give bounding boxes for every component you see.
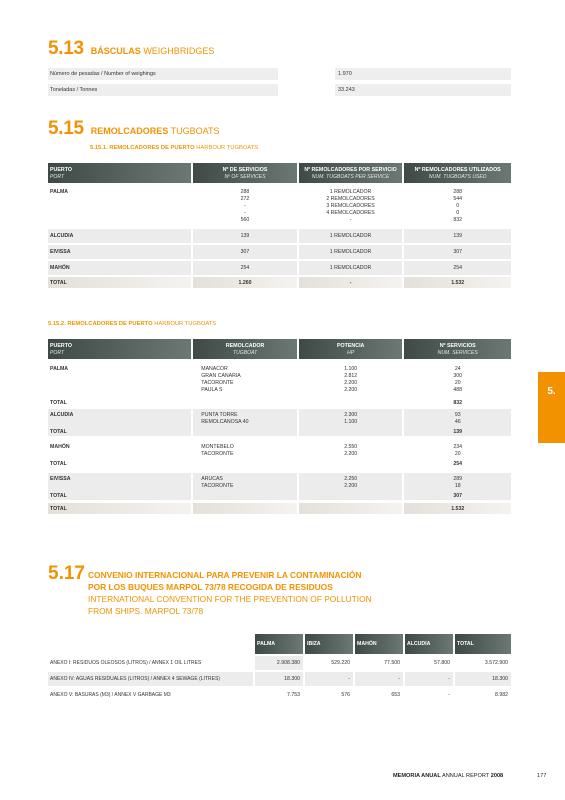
column-header: PALMA	[255, 634, 303, 654]
tugboats-services-table	[46, 163, 513, 288]
section-title-en: TUGBOATS	[170, 126, 220, 136]
subsection-title: 5.15.2. REMOLCADORES DE PUERTO HARBOUR TUGBOATS	[48, 321, 217, 327]
subtotal-row: TOTAL 254	[50, 460, 463, 467]
table-row: MAHÓN 254 1 REMOLCADOR 254	[48, 261, 511, 275]
table-row: ANEXO I: RESIDUOS OLEOSOS (LITROS) / ANNEX 1 OIL LITRES 2.908.380 529.220 77.500 57.800 3.572.900	[48, 656, 511, 670]
section-number: 5.17	[48, 563, 85, 584]
subsection-title: 5.15.1. REMOLCADORES DE PUERTO HARBOUR TUGBOATS	[90, 145, 259, 151]
subtotal-row: TOTAL 139	[48, 427, 511, 436]
column-header: IBIZA	[305, 634, 353, 654]
page-number: 177	[537, 773, 547, 779]
marpol-table	[46, 632, 513, 704]
column-header: ALCUDIA	[405, 634, 453, 654]
table-row: PALMA MANACOR GRAN CANARIA TACORONTE PAULA S 1.100 2.812 2.200 2.200 24 300 20 488	[50, 366, 463, 393]
row-value: 1.970	[335, 68, 511, 80]
table-row: EIVISSA 307 1 REMOLCADOR 307	[48, 245, 511, 259]
row-label: Toneladas / Tonnes	[48, 84, 278, 96]
column-header: Nº SERVICIOS NUM. SERVICES	[404, 339, 511, 359]
table-row: PALMA 288 272 - - 560 1 REMOLCADOR 2 REMOLCADORES 3 REMOLCADORES 4 REMOLCADORES - 288 544 0 0 832	[50, 189, 463, 223]
column-header: MAHÓN	[355, 634, 403, 654]
column-header: Nº DE SERVICIOS Nº OF SERVICES	[193, 163, 297, 183]
weighbridge-row	[48, 84, 511, 96]
title-en-line: FROM SHIPS. MARPOL 73/78	[88, 606, 204, 616]
column-header: Nº REMOLCADORES POR SERVICIO NUM. TUGBOATS PER SERVICE	[299, 163, 403, 183]
total-row: TOTAL 1.260 - 1.532	[48, 277, 511, 288]
tugboats-power-table	[46, 339, 513, 514]
column-header: REMOLCADOR TUGBOAT	[193, 339, 297, 359]
row-value: 33.243	[335, 84, 511, 96]
footer: MEMORIA ANUAL ANNUAL REPORT 2008	[393, 773, 504, 779]
column-header: TOTAL	[455, 634, 511, 654]
section-title-es: REMOLCADORES	[90, 126, 169, 136]
row-label: Número de pesadas / Number of weighings	[48, 68, 278, 80]
subtotal-row: TOTAL 307	[48, 491, 511, 500]
section-title-es: BÁSCULAS	[90, 46, 141, 56]
table-row: ANEXO IV: AGUAS RESIDUALES (LITROS) / ANNEX 4 SEWAGE (LITRES) 18.300 - - - 18.300	[48, 672, 511, 686]
table-row: ANEXO V: BASURAS (M3) / ANNEX V GARBAGE M3 7.753 576 653 - 8.982	[50, 692, 508, 698]
subtotal-row: TOTAL 832	[50, 400, 463, 406]
section-number: 5.15	[48, 118, 84, 139]
section-515-heading	[48, 118, 219, 140]
column-header: PUERTO PORT	[48, 163, 191, 183]
section-513-heading	[48, 38, 214, 60]
section-title-en: WEIGHBRIDGES	[143, 46, 215, 56]
chapter-tab: 5.	[538, 372, 565, 443]
weighbridge-row	[48, 68, 511, 80]
section-number: 5.13	[48, 38, 84, 59]
table-row: MAHÓN MONTEBELO TACORONTE 2.550 2.200 234 20	[50, 444, 463, 457]
table-row: EIVISSA ARUCAS TACORONTE 2.250 2.200 289 18	[48, 473, 511, 491]
title-es-line: CONVENIO INTERNACIONAL PARA PREVENIR LA CONTAMINACIÓN	[88, 570, 362, 580]
table-row: ALCUDIA 139 1 REMOLCADOR 139	[48, 229, 511, 243]
total-row: TOTAL 1.532	[48, 503, 511, 514]
title-es-line: POR LOS BUQUES MARPOL 73/78 RECOGIDA DE RESIDUOS	[88, 582, 333, 592]
table-row: ALCUDIA PUNTA TORRE REMOLCANOSA 40 2.300 1.100 93 46	[48, 409, 511, 427]
column-header: POTENCIA HP	[299, 339, 403, 359]
column-header: Nº REMOLCADORES UTILIZADOS NUM. TUGBOATS USED	[404, 163, 511, 183]
column-header: PUERTO PORT	[48, 339, 191, 359]
title-en-line: INTERNATIONAL CONVENTION FOR THE PREVENTION OF POLLUTION	[88, 594, 372, 604]
